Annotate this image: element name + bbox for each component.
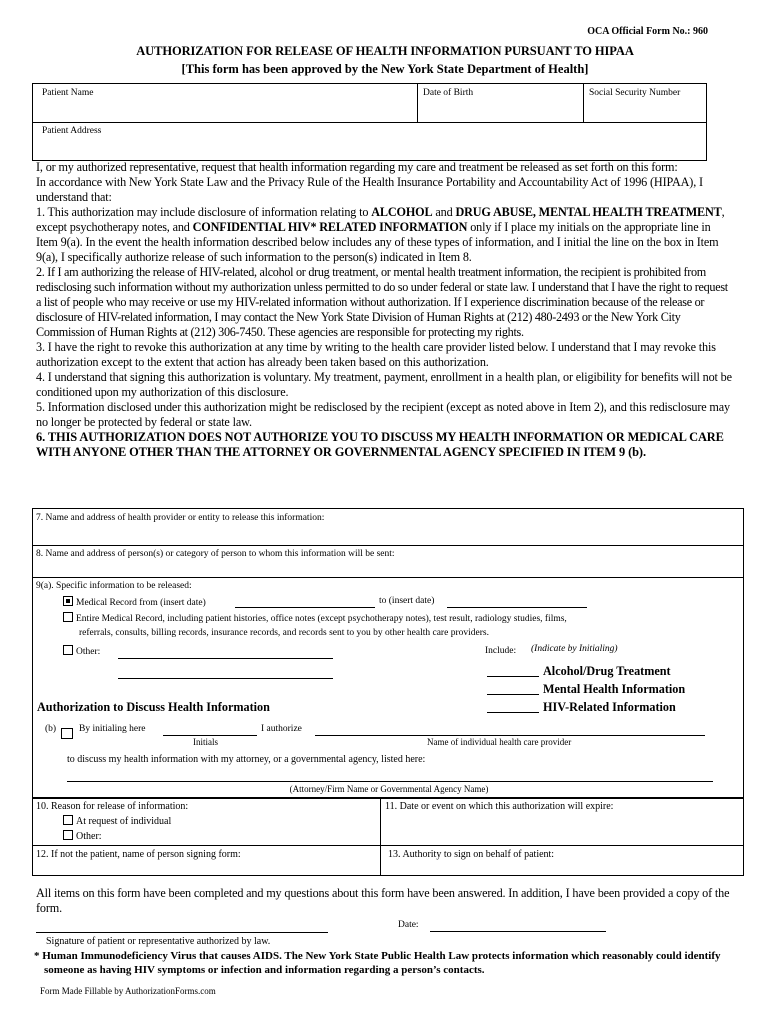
item-10-label: 10. Reason for release of information:	[36, 801, 189, 812]
initials-caption: Initials	[193, 737, 218, 747]
item-9a-label: 9(a). Specific information to be released:	[36, 581, 192, 591]
date-of-birth-field[interactable]: Date of Birth	[423, 88, 474, 98]
include-label: Include:	[485, 646, 517, 656]
provider-name-caption: Name of individual health care provider	[427, 737, 572, 747]
form-title: AUTHORIZATION FOR RELEASE OF HEALTH INFORMATION PURSUANT TO HIPAA	[136, 44, 634, 58]
hiv-related-label: HIV-Related Information	[543, 700, 676, 714]
alcohol-initial-line[interactable]	[487, 676, 539, 677]
medical-record-from-row: Medical Record from (insert date)	[63, 596, 206, 608]
completion-statement: All items on this form have been completed and my questions about this form have been answered. In addition, I have been provided a copy of the form.	[36, 886, 730, 915]
item-3: 3. I have the right to revoke this authorization at any time by writing to the health care provider listed below. I understand that I may revoke this authorization except to the extent that action has already been taken based on this authorization.	[36, 340, 716, 369]
form-subtitle: [This form has been approved by the New York State Department of Health]	[181, 62, 589, 76]
entire-record-checkbox[interactable]	[63, 612, 73, 622]
auth-discuss-heading: Authorization to Discuss Health Information	[37, 700, 270, 714]
by-initialing-label: By initialing here	[79, 724, 146, 734]
hiv-footnote: * Human Immunodeficiency Virus that causes AIDS. The New York State Public Health Law protects information which reasonably could identify someone as having HIV symptoms or infection and information regarding a person’s contacts.	[34, 950, 721, 976]
patient-info-box	[32, 83, 707, 161]
other-checkbox[interactable]	[63, 645, 73, 655]
item-12-signer-field[interactable]: 12. If not the patient, name of person signing form:	[36, 849, 241, 860]
signature-line[interactable]	[36, 932, 328, 933]
patient-address-field[interactable]: Patient Address	[42, 126, 102, 136]
other-line-1[interactable]	[118, 658, 333, 659]
i-authorize-label: I authorize	[261, 724, 302, 734]
indicate-by-initialing: (Indicate by Initialing)	[531, 644, 618, 654]
at-request-checkbox[interactable]	[63, 815, 73, 825]
to-date-label: to (insert date)	[379, 596, 435, 606]
other-reason-row: Other:	[63, 830, 102, 842]
item-7-provider-field[interactable]: 7. Name and address of health provider or entity to release this information:	[36, 513, 325, 523]
item-5: 5. Information disclosed under this authorization might be redisclosed by the recipient (except as noted above in Item 2), and this redisclosure may no longer be protected by federal or state law.	[36, 400, 730, 429]
at-request-row: At request of individual	[63, 815, 171, 827]
mental-initial-line[interactable]	[487, 694, 539, 695]
other-reason-checkbox[interactable]	[63, 830, 73, 840]
to-date-line[interactable]	[447, 607, 587, 608]
form-number: OCA Official Form No.: 960	[587, 26, 708, 37]
item-13-authority-field[interactable]: 13. Authority to sign on behalf of patient:	[388, 849, 555, 860]
item-8-recipient-field[interactable]: 8. Name and address of person(s) or category of person to whom this information will be sent:	[36, 549, 395, 559]
item-9b-label: (b)	[45, 724, 57, 734]
other-row: Other:	[63, 645, 100, 657]
intro-paragraph-1: I, or my authorized representative, request that health information regarding my care and treatment be released as set forth on this form:	[36, 160, 678, 174]
from-date-line[interactable]	[235, 607, 375, 608]
provider-name-line[interactable]	[315, 735, 705, 736]
mental-health-label: Mental Health Information	[543, 682, 686, 696]
intro-paragraph-2: In accordance with New York State Law and the Privacy Rule of the Health Insurance Portability and Accountability Act of 1996 (HIPAA), I understand that:	[36, 175, 703, 204]
authorization-terms	[36, 160, 734, 460]
release-details-table	[32, 508, 744, 798]
item-2: 2. If I am authorizing the release of HIV-related, alcohol or drug treatment, or mental health treatment information, the recipient is prohibited from redisclosing such information without my authorization unless permitted to do so under federal or state law. I understand that I have the right to request a list of people who may receive or use my HIV-related information without authorization. If I experience discrimination because of the release or disclosure of HIV-related information, I may contact the New York State Division of Human Rights at (212) 480-2493 or the New York City Commission of Human Rights at (212) 306-7450. These agencies are responsible for protecting my rights.	[36, 265, 728, 339]
entire-record-row: Entire Medical Record, including patient histories, office notes (except psychotherapy notes), test result, radiology studies, films,	[63, 612, 567, 624]
item-4: 4. I understand that signing this authorization is voluntary. My treatment, payment, enrollment in a health plan, or eligibility for benefits will not be conditioned upon my authorization of this disclosure.	[36, 370, 732, 399]
alcohol-drug-label: Alcohol/Drug Treatment	[543, 664, 671, 678]
item-11-expire-field[interactable]: 11. Date or event on which this authorization will expire:	[385, 801, 614, 812]
discuss-line-text: to discuss my health information with my attorney, or a governmental agency, listed here:	[67, 754, 426, 765]
date-label: Date:	[398, 920, 419, 930]
attorney-agency-line[interactable]	[67, 781, 713, 782]
reason-authority-table	[32, 798, 744, 876]
attorney-caption: (Attorney/Firm Name or Governmental Agency Name)	[289, 784, 489, 794]
other-line-2[interactable]	[118, 678, 333, 679]
initials-line[interactable]	[163, 735, 257, 736]
signature-caption: Signature of patient or representative authorized by law.	[46, 936, 271, 947]
item-6: 6. THIS AUTHORIZATION DOES NOT AUTHORIZE YOU TO DISCUSS MY HEALTH INFORMATION OR MEDICAL CARE WITH ANYONE OTHER THAN THE ATTORNEY OR GOVERNMENTAL AGENCY SPECIFIED IN ITEM 9 (b).	[36, 430, 724, 459]
date-line[interactable]	[430, 931, 606, 932]
patient-name-field[interactable]: Patient Name	[42, 88, 94, 98]
medical-record-checkbox[interactable]	[63, 596, 73, 606]
ssn-field[interactable]: Social Security Number	[589, 88, 681, 98]
item-9b-checkbox[interactable]	[61, 728, 73, 739]
item-1: 1. This authorization may include disclosure of information relating to ALCOHOL and DRUG ABUSE, MENTAL HEALTH TREATMENT, except psychotherapy notes, and CONFIDENTIAL HIV* RELATED INFORMATION only if I place my initials on the appropriate line in Item 9(a). In the event the health information described below includes any of these types of information, and I initial the line on the box in Item 9(a), I specifically authorize release of such information to the person(s) indicated in Item 8.	[36, 205, 725, 264]
entire-record-continued: referrals, consults, billing records, insurance records, and records sent to you by other health care providers.	[79, 628, 489, 638]
made-fillable-note: Form Made Fillable by AuthorizationForms.com	[40, 986, 216, 996]
hiv-initial-line[interactable]	[487, 712, 539, 713]
